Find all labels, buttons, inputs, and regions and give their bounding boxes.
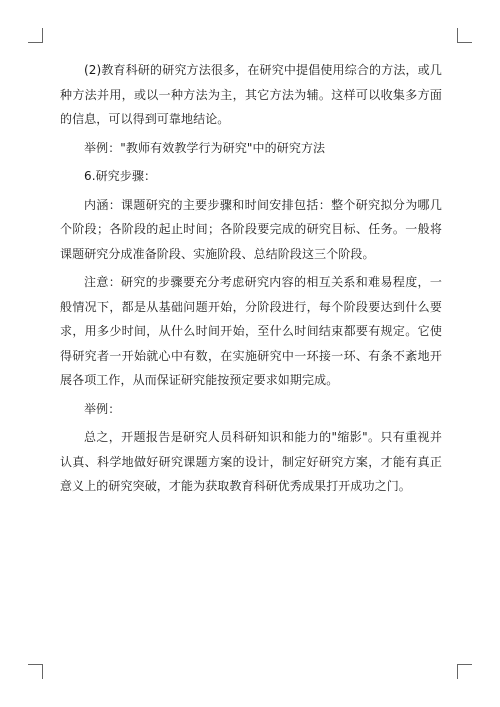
section-heading-research-steps: 6.研究步骤：: [84, 169, 157, 183]
crop-mark-top-left: [28, 28, 43, 43]
document-body: [60, 58, 442, 503]
crop-mark-bottom-left: [28, 664, 43, 679]
paragraph-example-label: 举例：: [84, 401, 121, 416]
crop-mark-bottom-right: [457, 664, 472, 679]
paragraph-research-methods: (2)教育科研的研究方法很多，在研究中提倡使用综合的方法，或几种方法并用，或以一种方法为主，其它方法为辅。这样可以收集多方面的信息，可以得到可靠地结论。: [60, 63, 442, 126]
paragraph-steps-definition: 内涵：课题研究的主要步骤和时间安排包括：整个研究拟分为哪几个阶段；各阶段的起止时间；各阶段要完成的研究目标、任务。一般将课题研究分成准备阶段、实施阶段、总结阶段这三个阶段。: [60, 197, 442, 261]
paragraph-steps-note: 注意：研究的步骤要充分考虑研究内容的相互关系和难易程度，一般情况下，都是从基础问题开始，分阶段进行，每个阶段要达到什么要求，用多少时间，从什么时间开始，至什么时间结束都要有规定。它使得研究者一开始就心中有数，在实施研究中一环接一环、有条不紊地开展各项工作，从而保证研究能按预定要求如期完成。: [60, 275, 442, 387]
paragraph-conclusion: 总之，开题报告是研究人员科研知识和能力的"缩影"。只有重视并认真、科学地做好研究课题方案的设计，制定好研究方案，才能有真正意义上的研究突破，才能为获取教育科研优秀成果打开成功之门。: [60, 430, 442, 493]
crop-mark-top-right: [457, 28, 472, 43]
paragraph-example-methods: 举例："教师有效教学行为研究"中的研究方法: [84, 140, 326, 155]
